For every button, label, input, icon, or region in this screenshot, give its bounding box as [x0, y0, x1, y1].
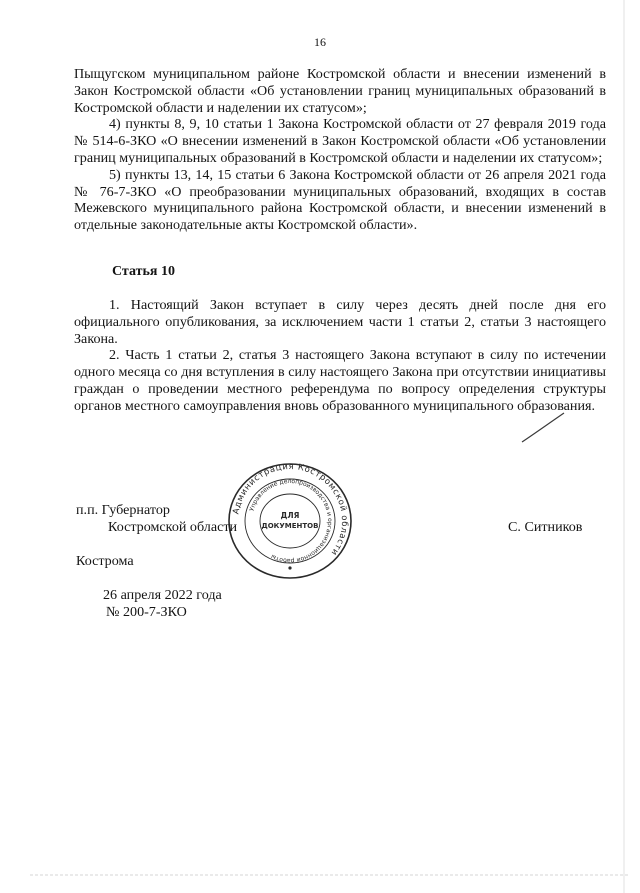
law-number: № 200-7-ЗКО	[106, 604, 187, 620]
scan-bottom-edge	[30, 874, 630, 876]
law-date: 26 апреля 2022 года	[103, 587, 222, 603]
official-stamp	[226, 462, 354, 580]
article-10-part-1: 1. Настоящий Закон вступает в силу через десять дней после дня его официального опубликования, за исключением части 1 статьи 2, статьи 3 настоящего Закона.	[74, 297, 606, 347]
article-10-body	[74, 297, 606, 415]
scan-right-edge	[622, 0, 626, 893]
amendment-item-4: 4) пункты 8, 9, 10 статьи 1 Закона Костромской области от 27 февраля 2019 года № 514-6-ЗКО «О внесении изменений в Закон Костромской области «Об установлении границ муниципальных образований в Костромской области и наделении их статусом»;	[74, 116, 606, 166]
stamp-center-line-2: ДОКУМЕНТОВ	[261, 522, 319, 530]
pen-mark	[518, 410, 568, 446]
stamp-inner-ring	[260, 494, 320, 548]
signature-prefix: п.п. Губернатор	[76, 502, 170, 518]
amendment-item-5: 5) пункты 13, 14, 15 статьи 6 Закона Костромской области от 26 апреля 2021 года № 76-7-ЗКО «О преобразовании муниципальных образований, входящих в состав Межевского муниципального района Костромской области, и внесении изменений в отдельные законодательные акты Костромской области».	[74, 166, 606, 234]
paragraph-3-tail: Пыщугском муниципальном районе Костромской области и внесении изменений в Закон Костромской области «Об установлении границ муниципальных образований в Костромской области и наделении их статусом»;	[74, 66, 606, 116]
signature-region: Костромской области	[108, 519, 238, 535]
stamp-center-line-1: ДЛЯ	[280, 511, 300, 520]
amendments-section	[74, 66, 606, 234]
article-10-part-2: 2. Часть 1 статьи 2, статья 3 настоящего Закона вступают в силу по истечении одного месяца со дня вступления в силу настоящего Закона при отсутствии инициативы граждан о проведении местного референдума по вопросу определения структуры органов местного самоуправления вновь образованного муниципального образования.	[74, 347, 606, 414]
stamp-outer-text: Администрация Костромской области	[231, 462, 350, 558]
stamp-middle-ring	[245, 479, 335, 563]
stamp-inner-text: Управление делопроизводства и организационной работы	[248, 477, 334, 565]
article-10-heading: Статья 10	[112, 264, 175, 279]
stamp-star-dot	[288, 566, 291, 569]
signatory-name: С. Ситников	[508, 519, 583, 535]
page-number: 16	[314, 35, 326, 49]
city: Кострома	[76, 553, 134, 569]
